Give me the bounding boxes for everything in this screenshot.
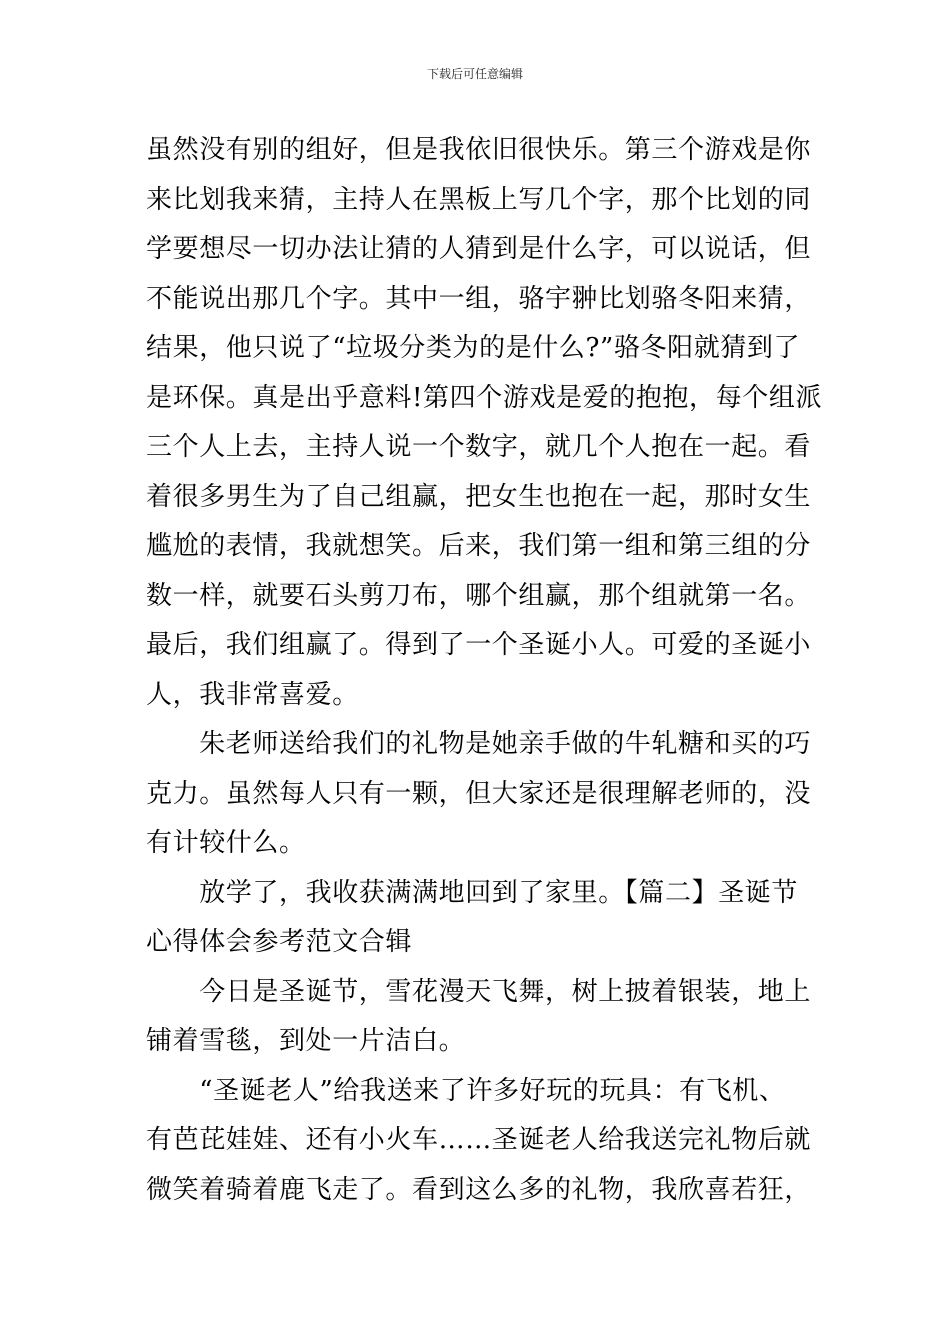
text-line: 虽然没有别的组好，但是我依旧很快乐。第三个游戏是你 <box>146 135 812 165</box>
text-line: 结果，他只说了“垃圾分类为的是什么?”骆冬阳就猜到了 <box>146 333 801 363</box>
page-header: 下载后可任意编辑 <box>426 67 523 81</box>
text-line: 三个人上去，主持人说一个数字，就几个人抱在一起。看 <box>146 432 812 462</box>
text-line: 最后，我们组赢了。得到了一个圣诞小人。可爱的圣诞小 <box>146 630 812 660</box>
text-line: 放学了，我收获满满地回到了家里。【篇二】圣诞节 <box>146 877 799 908</box>
document-body <box>146 126 823 1215</box>
text-line: 朱老师送给我们的礼物是她亲手做的牛轧糖和买的巧 <box>146 729 812 759</box>
text-line: 尴尬的表情，我就想笑。后来，我们第一组和第三组的分 <box>146 531 812 561</box>
text-line: 有计较什么。 <box>146 828 306 858</box>
text-line: 心得体会参考范文合辑 <box>146 927 413 957</box>
text-line: 数一样，就要石头剪刀布，哪个组赢，那个组就第一名。 <box>146 580 812 611</box>
text-line: 着很多男生为了自己组赢，把女生也抱在一起，那时女生 <box>146 481 812 512</box>
text-line: 微笑着骑着鹿飞走了。看到这么多的礼物，我欣喜若狂， <box>146 1174 812 1205</box>
text-line: “圣诞老人”给我送来了许多好玩的玩具：有飞机、 <box>146 1075 786 1106</box>
text-line: 是环保。真是出乎意料!第四个游戏是爱的抱抱，每个组派 <box>146 382 823 413</box>
text-line: 铺着雪毯，到处一片洁白。 <box>146 1026 466 1056</box>
text-line: 不能说出那几个字。其中一组，骆宇翀比划骆冬阳来猜， <box>146 283 812 314</box>
text-line: 有芭芘娃娃、还有小火车……圣诞老人给我送完礼物后就 <box>146 1125 812 1155</box>
text-line: 克力。虽然每人只有一颗，但大家还是很理解老师的，没 <box>146 778 812 809</box>
text-line: 来比划我来猜，主持人在黑板上写几个字，那个比划的同 <box>146 184 812 215</box>
text-line: 学要想尽一切办法让猜的人猜到是什么字，可以说话，但 <box>146 234 812 264</box>
text-line: 人，我非常喜爱。 <box>146 679 359 710</box>
text-line: 今日是圣诞节，雪花漫天飞舞，树上披着银装，地上 <box>146 976 812 1007</box>
